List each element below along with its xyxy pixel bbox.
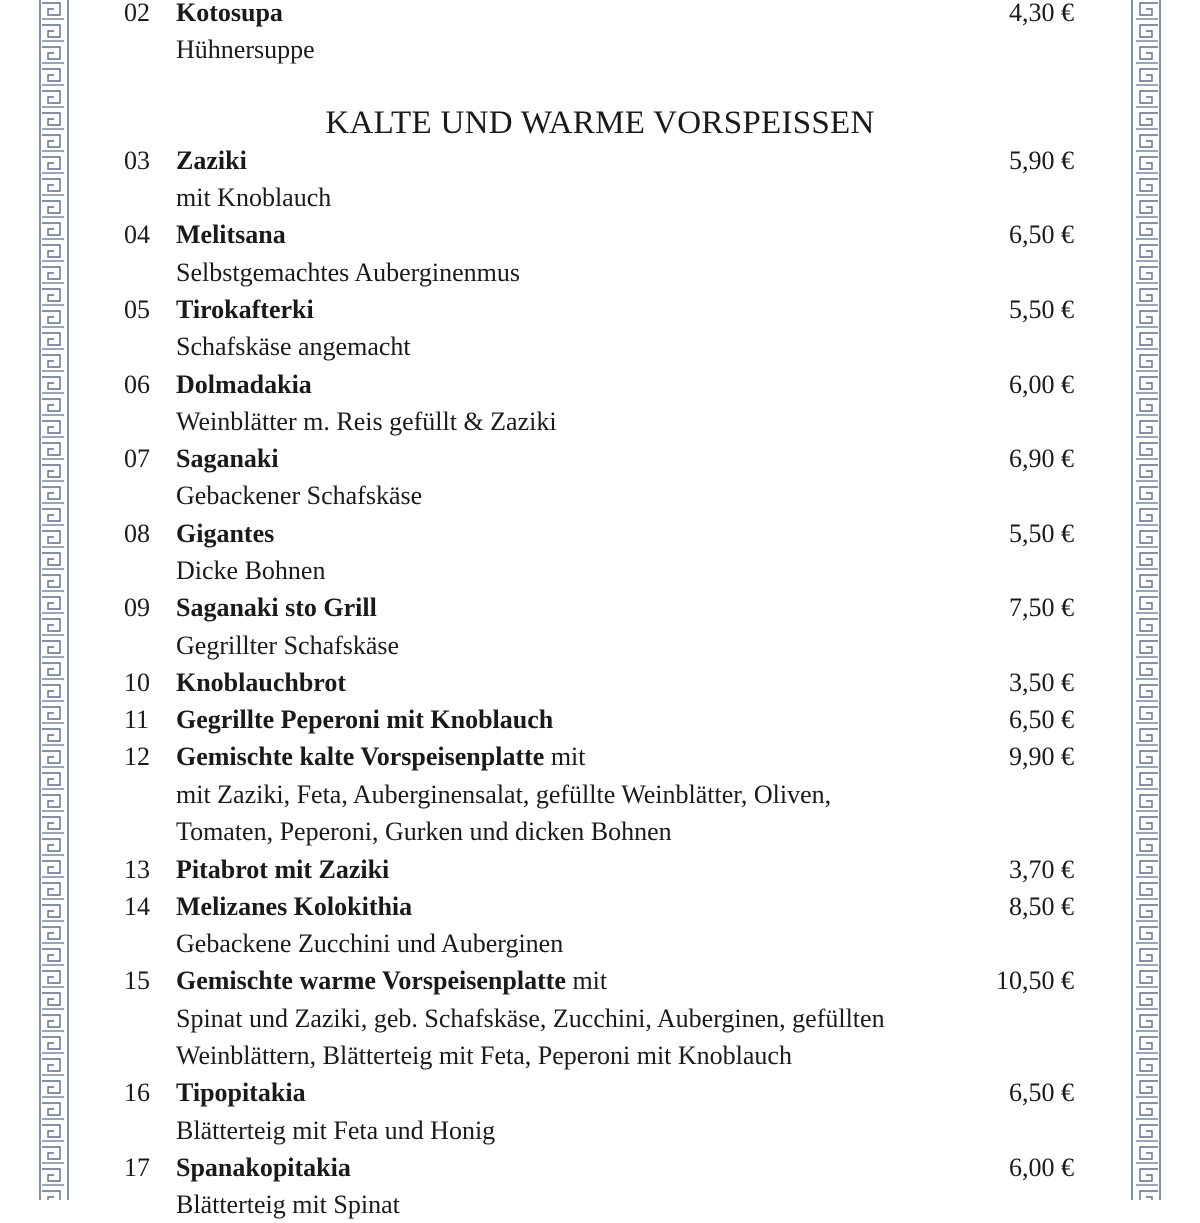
item-name-bold: Melitsana xyxy=(176,220,286,249)
menu-item-row xyxy=(0,1149,1200,1186)
menu-item-description xyxy=(0,627,1200,664)
menu-item-description xyxy=(0,31,1200,68)
item-name xyxy=(176,664,346,701)
item-description: Gebackener Schafskäse xyxy=(176,481,423,510)
item-price: 6,50 € xyxy=(1009,220,1074,249)
item-name xyxy=(176,738,585,775)
menu-item-row xyxy=(0,888,1200,925)
item-name-bold: Melizanes Kolokithia xyxy=(176,892,413,921)
item-description: Schafskäse angemacht xyxy=(176,332,411,361)
item-price: 6,00 € xyxy=(1009,370,1074,399)
item-name xyxy=(176,888,412,925)
item-price: 9,90 € xyxy=(1009,742,1074,771)
menu-item-row xyxy=(0,1074,1200,1111)
menu-item-description xyxy=(0,776,1200,813)
item-number: 08 xyxy=(124,519,150,548)
menu-item-description xyxy=(0,477,1200,514)
menu-item-row xyxy=(0,142,1200,179)
menu-item-description xyxy=(0,254,1200,291)
item-price: 6,50 € xyxy=(1009,1078,1074,1107)
item-name xyxy=(176,962,607,999)
menu-item-description xyxy=(0,328,1200,365)
item-name-bold: Kotosupa xyxy=(176,0,283,27)
menu-item-row xyxy=(0,962,1200,999)
menu-item-row xyxy=(0,851,1200,888)
item-price: 6,90 € xyxy=(1009,444,1074,473)
item-name-bold: Tipopitakia xyxy=(176,1078,306,1107)
item-name xyxy=(176,440,279,477)
menu-item-row xyxy=(0,515,1200,552)
item-number: 06 xyxy=(124,370,150,399)
item-price: 6,00 € xyxy=(1009,1153,1074,1182)
item-number: 10 xyxy=(124,668,150,697)
item-description: Tomaten, Peperoni, Gurken und dicken Bohnen xyxy=(176,817,672,846)
item-name xyxy=(176,142,247,179)
item-name xyxy=(176,0,283,31)
item-number: 16 xyxy=(124,1078,150,1107)
item-name xyxy=(176,851,389,888)
item-name-bold: Knoblauchbrot xyxy=(176,668,347,697)
item-price: 10,50 € xyxy=(996,966,1074,995)
menu-item-description xyxy=(0,1112,1200,1149)
item-name xyxy=(176,291,314,328)
item-price: 3,50 € xyxy=(1009,668,1074,697)
item-price: 6,50 € xyxy=(1009,705,1074,734)
item-name-bold: Gegrillte Peperoni mit Knoblauch xyxy=(176,705,554,734)
item-name-bold: Tirokafterki xyxy=(176,295,314,324)
item-description: mit Knoblauch xyxy=(176,183,332,212)
item-number: 03 xyxy=(124,146,150,175)
item-name-bold: Saganaki xyxy=(176,444,279,473)
item-number: 07 xyxy=(124,444,150,473)
item-number: 15 xyxy=(124,966,150,995)
item-number: 09 xyxy=(124,593,150,622)
item-name-bold: Gemischte warme Vorspeisenplatte xyxy=(176,966,566,995)
menu-item-description xyxy=(0,1037,1200,1074)
item-description: Gegrillter Schafskäse xyxy=(176,631,400,660)
item-price: 5,90 € xyxy=(1009,146,1074,175)
item-name-bold: Spanakopitakia xyxy=(176,1153,351,1182)
item-price: 5,50 € xyxy=(1009,295,1074,324)
item-description: Gebackene Zucchini und Auberginen xyxy=(176,929,564,958)
item-name xyxy=(176,216,286,253)
item-price: 7,50 € xyxy=(1009,593,1074,622)
item-name-suffix: mit xyxy=(565,966,608,995)
menu-item-description xyxy=(0,1186,1200,1223)
item-name xyxy=(176,1074,306,1111)
item-number: 11 xyxy=(124,705,150,734)
item-description: Weinblätter m. Reis gefüllt & Zaziki xyxy=(176,407,557,436)
item-name-bold: Zaziki xyxy=(176,146,247,175)
item-name-suffix: mit xyxy=(544,742,586,771)
menu-item-description xyxy=(0,403,1200,440)
menu-item-row xyxy=(0,664,1200,701)
menu-item-description xyxy=(0,813,1200,850)
item-price: 3,70 € xyxy=(1009,855,1074,884)
item-description: Blätterteig mit Spinat xyxy=(176,1190,400,1219)
menu-item-row xyxy=(0,589,1200,626)
menu-item-row xyxy=(0,701,1200,738)
item-name xyxy=(176,366,312,403)
item-number: 04 xyxy=(124,220,150,249)
menu-item-row xyxy=(0,291,1200,328)
item-number: 02 xyxy=(124,0,150,27)
item-number: 17 xyxy=(124,1153,150,1182)
menu-item-description xyxy=(0,552,1200,589)
item-name xyxy=(176,701,553,738)
item-description: Hühnersuppe xyxy=(176,35,315,64)
menu-item-row xyxy=(0,738,1200,775)
item-name-bold: Saganaki sto Grill xyxy=(176,593,377,622)
item-description: Weinblättern, Blätterteig mit Feta, Peperoni mit Knoblauch xyxy=(176,1041,792,1070)
item-name xyxy=(176,589,377,626)
item-description: mit Zaziki, Feta, Auberginensalat, gefüllte Weinblätter, Oliven, xyxy=(176,780,832,809)
item-number: 05 xyxy=(124,295,150,324)
menu-item-description xyxy=(0,1000,1200,1037)
item-name-bold: Gigantes xyxy=(176,519,275,548)
item-price: 5,50 € xyxy=(1009,519,1074,548)
menu-item-row xyxy=(0,366,1200,403)
item-number: 13 xyxy=(124,855,150,884)
item-name xyxy=(176,515,274,552)
item-price: 8,50 € xyxy=(1009,892,1074,921)
item-name-bold: Dolmadakia xyxy=(176,370,312,399)
menu-item-description xyxy=(0,925,1200,962)
item-number: 12 xyxy=(124,742,150,771)
section-title: KALTE UND WARME VORSPEISSEN xyxy=(325,105,875,141)
item-number: 14 xyxy=(124,892,150,921)
item-name xyxy=(176,1149,351,1186)
item-description: Blätterteig mit Feta und Honig xyxy=(176,1116,496,1145)
item-price: 4,30 € xyxy=(1009,0,1074,27)
item-description: Spinat und Zaziki, geb. Schafskäse, Zucchini, Auberginen, gefüllten xyxy=(176,1004,885,1033)
menu-item-row xyxy=(0,440,1200,477)
item-name-bold: Gemischte kalte Vorspeisenplatte xyxy=(176,742,545,771)
item-name-bold: Pitabrot mit Zaziki xyxy=(176,855,390,884)
menu-item-row xyxy=(0,216,1200,253)
item-description: Dicke Bohnen xyxy=(176,556,326,585)
menu-item-description xyxy=(0,179,1200,216)
menu-item-row xyxy=(0,0,1200,31)
item-description: Selbstgemachtes Auberginenmus xyxy=(176,258,520,287)
